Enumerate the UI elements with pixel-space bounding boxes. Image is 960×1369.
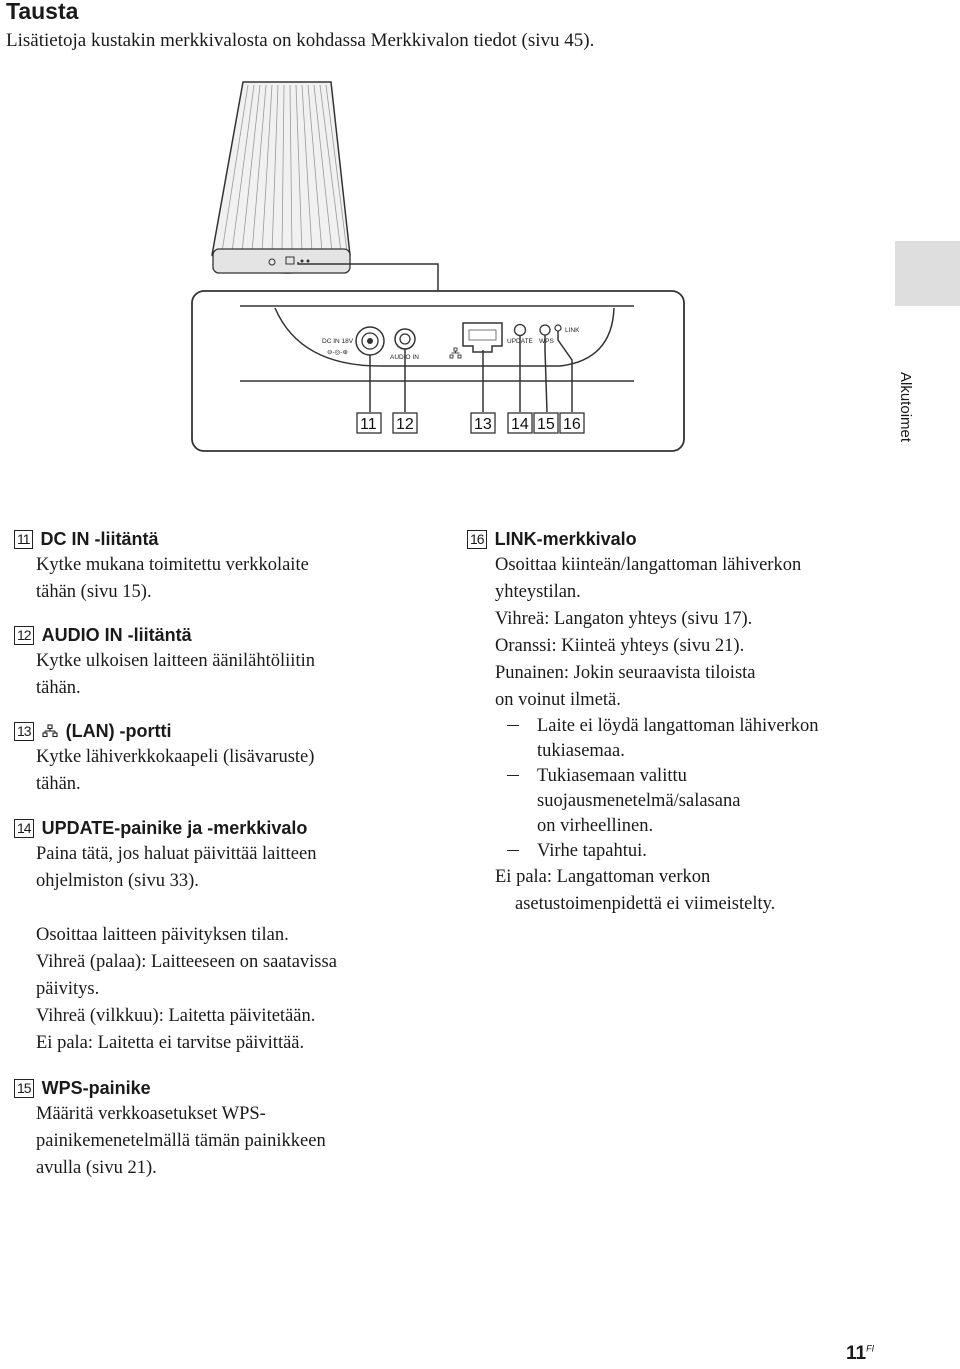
item-text: Osoittaa kiinteän/langattoman lähiverkon [495,555,802,575]
item-lan-port [14,718,314,798]
item-text: Kytke lähiverkkokaapeli (lisävaruste) [36,747,315,767]
item-title: LINK-merkkivalo [494,528,637,549]
item-update [14,815,337,1057]
callout-13: 13 [474,416,492,433]
item-text: Laite ei löydä langattoman lähiverkon [537,716,819,736]
item-text: painikemenetelmällä tämän painikkeen [36,1131,326,1151]
callout-12: 12 [396,416,414,433]
item-text: Paina tätä, jos haluat päivittää laitteen [36,844,317,864]
item-wps [14,1075,326,1182]
rear-panel-detail [192,291,684,451]
speaker-illustration [212,82,350,273]
item-dc-in [14,526,309,606]
item-text: tähän. [36,774,81,794]
item-number: 16 [467,530,487,549]
item-text: ohjelmiston (sivu 33). [36,871,199,891]
item-title: AUDIO IN -liitäntä [41,624,192,645]
item-text: tähän (sivu 15). [36,582,152,602]
item-number: 15 [14,1079,34,1098]
callout-14: 14 [511,416,529,433]
item-text: Oranssi: Kiinteä yhteys (sivu 21). [495,636,745,656]
item-number: 11 [14,530,33,549]
item-text: Kytke mukana toimitettu verkkolaite [36,555,309,575]
item-text: asetustoimenpidettä ei viimeistelty. [515,894,776,914]
item-text: päivitys. [36,979,100,999]
update-label: UPDATE [507,338,533,345]
device-figure [0,0,960,460]
item-link [467,526,819,918]
intro-text: Lisätietoja kustakin merkkivalosta on kohdassa Merkkivalon tiedot (sivu 45). [6,30,595,51]
item-title: (LAN) -portti [65,720,172,741]
item-title: DC IN -liitäntä [40,528,159,549]
dc-in-label: DC IN 18V [322,338,354,345]
section-heading: Tausta [6,0,79,24]
wps-label: WPS [539,338,554,345]
item-number: 14 [14,819,34,838]
item-text: Kytke ulkoisen laitteen äänilähtöliitin [36,651,315,671]
callout-15: 15 [537,416,555,433]
dash-item [517,839,819,864]
audio-in-label: AUDIO IN [390,354,419,361]
item-text: tähän. [36,678,81,698]
item-text: Virhe tapahtui. [537,841,647,861]
item-text: yhteystilan. [495,582,581,602]
dash-item [517,764,819,839]
item-text: Osoittaa laitteen päivityksen tilan. [36,925,289,945]
link-label: LINK [565,327,580,334]
item-audio-in [14,622,315,702]
svg-text:⊖-◎-⊕: ⊖-◎-⊕ [327,349,348,356]
item-text: on virheellinen. [537,816,654,836]
item-text: Vihreä (vilkkuu): Laitetta päivitetään. [36,1006,316,1026]
callout-11: 11 [360,416,377,433]
item-text: on voinut ilmetä. [495,690,621,710]
page-number-value: 11 [846,1343,867,1364]
item-text: Tukiasemaan valittu [537,766,687,786]
callout-16: 16 [563,416,581,433]
item-text: Punainen: Jokin seuraavista tiloista [495,663,756,683]
item-number: 12 [14,626,34,645]
lan-icon [42,724,58,738]
item-text: suojausmenetelmä/salasana [537,791,741,811]
item-number: 13 [14,722,34,741]
item-text: Ei pala: Laitetta ei tarvitse päivittää. [36,1033,305,1053]
dash-item [517,714,819,764]
item-text: Ei pala: Langattoman verkon [495,867,711,887]
item-title: UPDATE-painike ja -merkkivalo [41,817,308,838]
item-title: WPS-painike [41,1077,151,1098]
side-tab-label: Alkutoimet [897,372,914,443]
page-number [846,1343,874,1365]
page-lang: FI [866,1343,875,1354]
item-text: Vihreä: Langaton yhteys (sivu 17). [495,609,753,629]
item-text: avulla (sivu 21). [36,1158,157,1178]
item-text: tukiasemaa. [537,741,625,761]
item-text: Vihreä (palaa): Laitteeseen on saatavissa [36,952,337,972]
item-text: Määritä verkkoasetukset WPS- [36,1104,266,1124]
